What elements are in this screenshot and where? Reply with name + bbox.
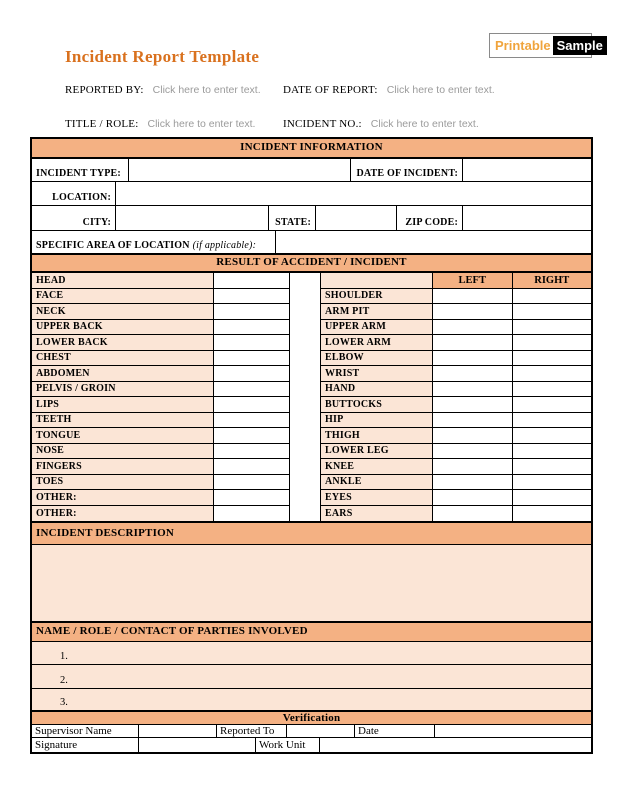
- date-input[interactable]: [434, 725, 591, 737]
- body-part-label: NOSE: [32, 444, 213, 459]
- body-part-label: EARS: [321, 506, 432, 522]
- specific-area-row: [32, 231, 591, 253]
- report-meta-fields: [65, 80, 565, 132]
- body-part-label: KNEE: [321, 459, 432, 474]
- party-line-3[interactable]: [32, 689, 591, 710]
- state-label: STATE:: [268, 206, 315, 230]
- incident-no-label: INCIDENT NO.:: [283, 118, 362, 130]
- right-checkbox-cell[interactable]: [512, 382, 592, 397]
- left-checkbox-cell[interactable]: [432, 397, 512, 412]
- reported-by-label: REPORTED BY:: [65, 84, 144, 96]
- body-part-label: LOWER LEG: [321, 444, 432, 459]
- incident-no-input[interactable]: Click here to enter text.: [370, 118, 479, 130]
- location-row: [32, 182, 591, 206]
- body-part-label: TEETH: [32, 413, 213, 428]
- page-title: Incident Report Template: [65, 47, 260, 66]
- right-checkbox-cell[interactable]: [512, 459, 592, 474]
- body-part-label: UPPER BACK: [32, 320, 213, 335]
- body-part-label: PELVIS / GROIN: [32, 382, 213, 397]
- date-of-report-label: DATE OF REPORT:: [283, 84, 378, 96]
- body-part-input[interactable]: [213, 413, 289, 428]
- city-label: CITY:: [82, 217, 111, 228]
- body-part-label: OTHER:: [32, 490, 213, 505]
- body-part-input[interactable]: [213, 351, 289, 366]
- body-part-label: ANKLE: [321, 475, 432, 490]
- supervisor-name-input[interactable]: [138, 725, 216, 737]
- specific-area-input[interactable]: [275, 231, 591, 253]
- body-part-input[interactable]: [213, 444, 289, 459]
- right-checkbox-cell[interactable]: [512, 444, 592, 459]
- left-checkbox-cell[interactable]: [432, 428, 512, 443]
- party-line-2[interactable]: [32, 665, 591, 689]
- body-part-label: FINGERS: [32, 459, 213, 474]
- body-part-label: SHOULDER: [321, 289, 432, 304]
- body-part-label: FACE: [32, 289, 213, 304]
- table-gap-column: [290, 273, 320, 521]
- reported-by-field: [65, 80, 283, 98]
- body-part-label: ABDOMEN: [32, 366, 213, 381]
- body-parts-right-column: [320, 273, 591, 521]
- body-part-input[interactable]: [213, 304, 289, 319]
- body-part-label: BUTTOCKS: [321, 397, 432, 412]
- body-part-input[interactable]: [213, 397, 289, 412]
- right-checkbox-cell[interactable]: [512, 366, 592, 381]
- right-checkbox-cell[interactable]: [512, 490, 592, 505]
- left-column-header: LEFT: [432, 273, 512, 288]
- body-part-input[interactable]: [213, 428, 289, 443]
- body-part-label: ARM PIT: [321, 304, 432, 319]
- body-part-label: NECK: [32, 304, 213, 319]
- body-part-label: EYES: [321, 490, 432, 505]
- zip-code-input[interactable]: [462, 206, 591, 230]
- body-part-input[interactable]: [213, 320, 289, 335]
- left-checkbox-cell[interactable]: [432, 459, 512, 474]
- incident-information-header: INCIDENT INFORMATION: [32, 139, 591, 159]
- body-part-label: TOES: [32, 475, 213, 490]
- reported-to-label: Reported To: [216, 725, 286, 737]
- body-part-label: LOWER BACK: [32, 335, 213, 350]
- right-checkbox-cell[interactable]: [512, 289, 592, 304]
- date-label: Date: [354, 725, 434, 737]
- party-number: 2.: [60, 675, 68, 686]
- left-checkbox-cell[interactable]: [432, 444, 512, 459]
- left-checkbox-cell[interactable]: [432, 366, 512, 381]
- right-checkbox-cell[interactable]: [512, 351, 592, 366]
- date-of-incident-label: DATE OF INCIDENT:: [350, 159, 462, 181]
- left-checkbox-cell[interactable]: [432, 382, 512, 397]
- body-parts-left-column: [32, 273, 290, 521]
- body-part-label: LOWER ARM: [321, 335, 432, 350]
- right-checkbox-cell[interactable]: [512, 475, 592, 490]
- signature-label: Signature: [35, 739, 78, 751]
- parties-section: [32, 621, 591, 710]
- verification-section: [32, 710, 591, 752]
- city-input[interactable]: [115, 206, 268, 230]
- body-part-input[interactable]: [213, 273, 289, 288]
- printable-sample-logo: [489, 33, 603, 58]
- incident-no-field: [283, 114, 565, 132]
- verification-row-2: [32, 738, 591, 752]
- body-part-input[interactable]: [213, 382, 289, 397]
- reported-to-input[interactable]: [286, 725, 354, 737]
- right-checkbox-cell[interactable]: [512, 335, 592, 350]
- work-unit-input[interactable]: [319, 738, 591, 752]
- right-checkbox-cell[interactable]: [512, 397, 592, 412]
- body-part-label: ELBOW: [321, 351, 432, 366]
- title-role-input[interactable]: Click here to enter text.: [147, 118, 256, 130]
- body-part-label: OTHER:: [32, 506, 213, 522]
- body-part-input[interactable]: [213, 335, 289, 350]
- body-part-label: HEAD: [32, 273, 213, 288]
- right-checkbox-cell[interactable]: [512, 428, 592, 443]
- body-part-label: THIGH: [321, 428, 432, 443]
- reported-by-input[interactable]: Click here to enter text.: [152, 84, 261, 96]
- incident-description-header: INCIDENT DESCRIPTION: [32, 523, 591, 545]
- state-input[interactable]: [315, 206, 396, 230]
- right-checkbox-cell[interactable]: [512, 304, 592, 319]
- incident-type-row: [32, 159, 591, 182]
- party-line-1[interactable]: [32, 642, 591, 665]
- body-part-label: WRIST: [321, 366, 432, 381]
- right-column-header: RIGHT: [512, 273, 592, 288]
- body-part-label: CHEST: [32, 351, 213, 366]
- body-part-input[interactable]: [213, 475, 289, 490]
- incident-description-input[interactable]: [32, 545, 591, 621]
- left-checkbox-cell[interactable]: [432, 490, 512, 505]
- date-of-report-field: [283, 80, 565, 98]
- verification-header: Verification: [32, 712, 591, 725]
- body-part-label: TONGUE: [32, 428, 213, 443]
- right-checkbox-cell[interactable]: [512, 320, 592, 335]
- title-role-field: [65, 114, 283, 132]
- right-checkbox-cell[interactable]: [512, 506, 592, 522]
- body-part-label: HIP: [321, 413, 432, 428]
- result-section: [32, 253, 591, 521]
- incident-type-input[interactable]: [128, 159, 350, 181]
- body-part-label: [321, 273, 432, 288]
- date-of-report-input[interactable]: Click here to enter text.: [386, 84, 495, 96]
- location-label: LOCATION:: [52, 192, 111, 203]
- description-section: [32, 521, 591, 621]
- body-part-input[interactable]: [213, 289, 289, 304]
- incident-type-label: INCIDENT TYPE:: [36, 168, 121, 179]
- body-part-input[interactable]: [213, 490, 289, 505]
- body-parts-table: [32, 273, 591, 521]
- right-checkbox-cell[interactable]: [512, 413, 592, 428]
- incident-report-form: [30, 137, 593, 754]
- result-section-header: RESULT OF ACCIDENT / INCIDENT: [32, 255, 591, 273]
- body-part-label: UPPER ARM: [321, 320, 432, 335]
- logo-sample-text: Sample: [553, 36, 607, 55]
- left-checkbox-cell[interactable]: [432, 351, 512, 366]
- left-checkbox-cell[interactable]: [432, 475, 512, 490]
- verification-row-1: [32, 725, 591, 738]
- work-unit-label: Work Unit: [255, 738, 319, 752]
- body-part-input[interactable]: [213, 459, 289, 474]
- supervisor-name-label: Supervisor Name: [35, 725, 112, 737]
- left-checkbox-cell[interactable]: [432, 304, 512, 319]
- body-part-label: LIPS: [32, 397, 213, 412]
- logo-printable-text: Printable: [495, 38, 551, 53]
- left-checkbox-cell[interactable]: [432, 413, 512, 428]
- body-part-input[interactable]: [213, 366, 289, 381]
- body-part-label: HAND: [321, 382, 432, 397]
- title-role-label: TITLE / ROLE:: [65, 118, 139, 130]
- party-number: 1.: [60, 651, 68, 662]
- left-checkbox-cell[interactable]: [432, 506, 512, 522]
- zip-code-label: ZIP CODE:: [396, 206, 462, 230]
- specific-area-label: SPECIFIC AREA OF LOCATION (if applicable):: [36, 240, 257, 251]
- left-checkbox-cell[interactable]: [432, 335, 512, 350]
- specific-area-note: (if applicable):: [192, 240, 257, 251]
- city-state-zip-row: [32, 206, 591, 231]
- parties-section-header: NAME / ROLE / CONTACT OF PARTIES INVOLVED: [32, 623, 591, 642]
- body-part-input[interactable]: [213, 506, 289, 522]
- left-checkbox-cell[interactable]: [432, 320, 512, 335]
- location-input[interactable]: [115, 182, 591, 205]
- left-checkbox-cell[interactable]: [432, 289, 512, 304]
- party-number: 3.: [60, 697, 68, 708]
- date-of-incident-input[interactable]: [462, 159, 591, 181]
- signature-input[interactable]: [138, 738, 255, 752]
